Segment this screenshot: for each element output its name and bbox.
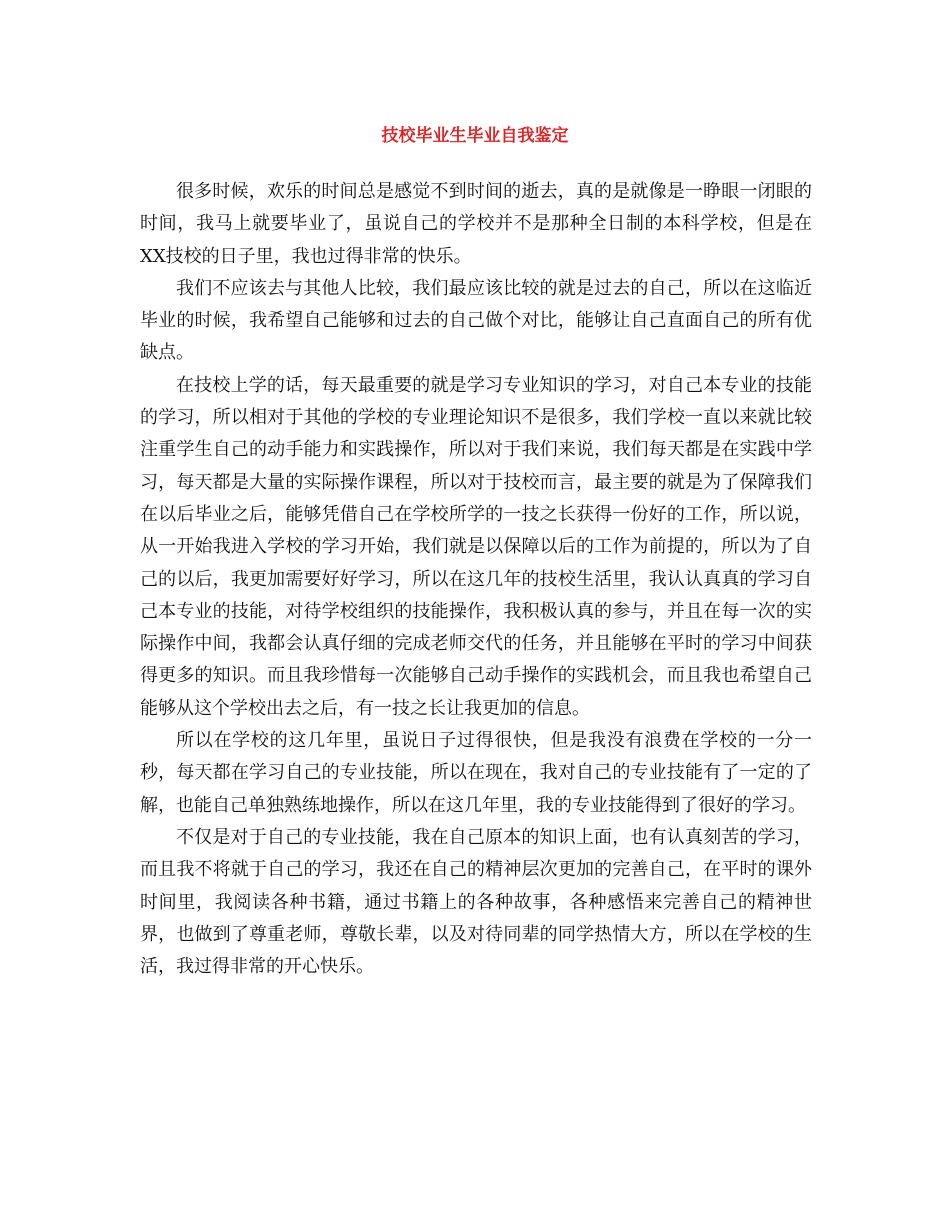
document-body bbox=[140, 176, 812, 983]
paragraph-5: 不仅是对于自己的专业技能，我在自己原本的知识上面，也有认真刻苦的学习，而且我不将就于自己的学习，我还在自己的精神层次更加的完善自己，在平时的课外时间里，我阅读各种书籍，通过书籍上的各种故事，各种感悟来完善自己的精神世界，也做到了尊重老师，尊敬长辈，以及对待同辈的同学热情大方，所以在学校的生活，我过得非常的开心快乐。 bbox=[140, 826, 812, 978]
paragraph-4: 所以在学校的这几年里，虽说日子过得很快，但是我没有浪费在学校的一分一秒，每天都在学习自己的专业技能，所以在现在，我对自己的专业技能有了一定的了解，也能自己单独熟练地操作，所以在这几年里，我的专业技能得到了很好的学习。 bbox=[140, 730, 812, 816]
document-title: 技校毕业生毕业自我鉴定 bbox=[381, 126, 569, 146]
paragraph-2: 我们不应该去与其他人比较，我们最应该比较的就是过去的自己，所以在这临近毕业的时候，我希望自己能够和过去的自己做个对比，能够让自己直面自己的所有优缺点。 bbox=[140, 277, 812, 364]
paragraph-1: 很多时候，欢乐的时间总是感觉不到时间的逝去，真的是就像是一睁眼一闭眼的时间，我马上就要毕业了，虽说自己的学校并不是那种全日制的本科学校，但是在XX技校的日子里，我也过得非常的快乐。 bbox=[140, 181, 812, 267]
paragraph-3: 在技校上学的话，每天最重要的就是学习专业知识的学习，对自己本专业的技能的学习，所以相对于其他的学校的专业理论知识不是很多，我们学校一直以来就比较注重学生自己的动手能力和实践操作，所以对于我们来说，我们每天都是在实践中学习，每天都是大量的实际操作课程，所以对于技校而言，最主要的就是为了保障我们在以后毕业之后，能够凭借自己在学校所学的一技之长获得一份好的工作，所以说，从一开始我进入学校的学习开始，我们就是以保障以后的工作为前提的，所以为了自己的以后，我更加需要好好学习，所以在这几年的技校生活里，我认认真真的学习自己本专业的技能，对待学校组织的技能操作，我积极认真的参与，并且在每一次的实际操作中间，我都会认真仔细的完成老师交代的任务，并且能够在平时的学习中间获得更多的知识。而且我珍惜每一次能够自己动手操作的实践机会，而且我也希望自己能够从这个学校出去之后，有一技之长让我更加的信息。 bbox=[140, 374, 812, 719]
